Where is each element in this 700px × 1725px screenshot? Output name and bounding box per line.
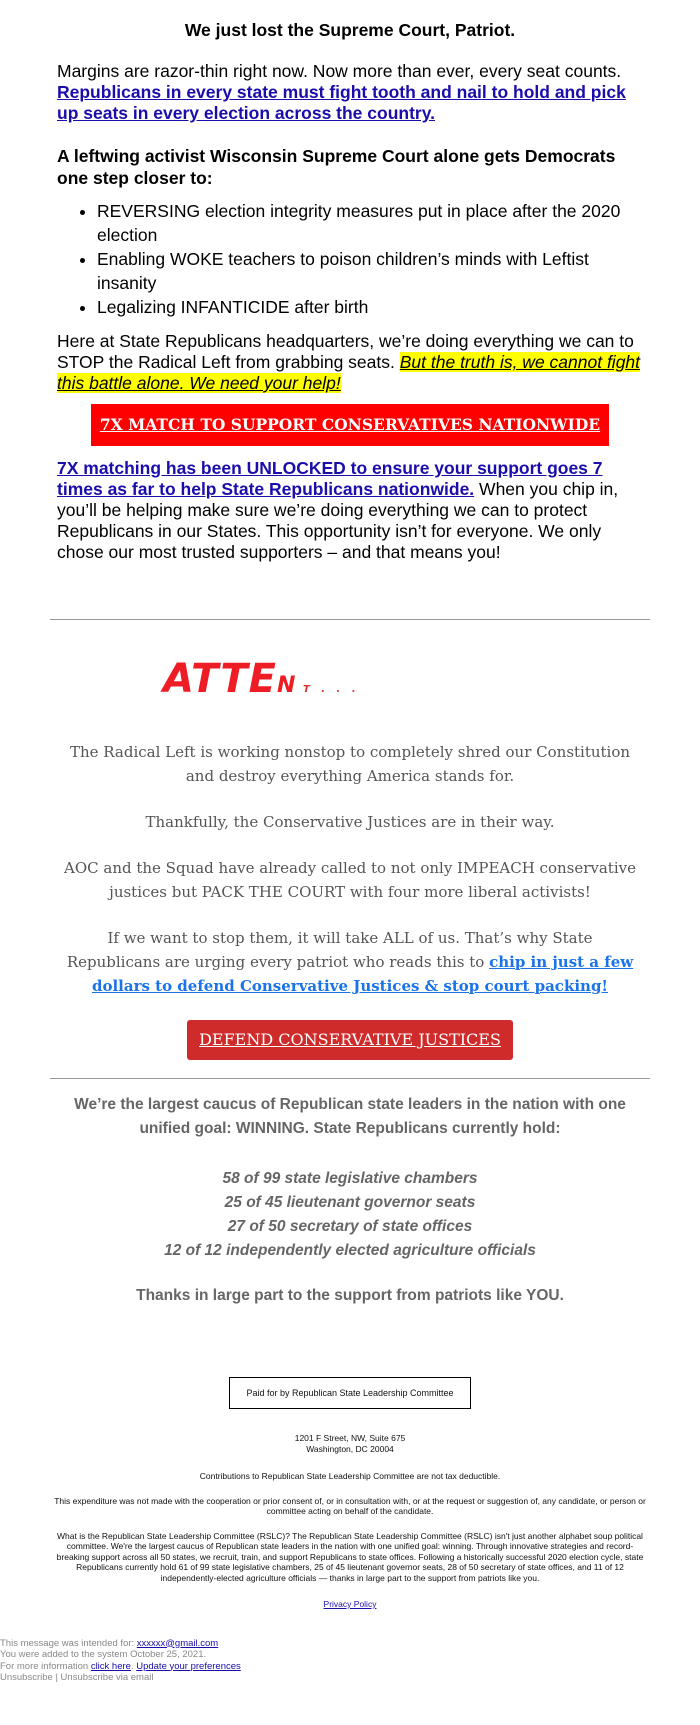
match-cta-button[interactable]: 7X MATCH TO SUPPORT CONSERVATIVES NATIONWIDE	[91, 404, 609, 446]
email-title: We just lost the Supreme Court, Patriot.	[184, 20, 516, 40]
privacy-row	[54, 1599, 646, 1610]
intro-text: Margins are razor-thin right now. Now more than ever, every seat counts.	[57, 61, 622, 81]
section2-p4-text: If we want to stop them, it will take ALL of us. That’s why State Republicans are urging every patriot who reads this to	[66, 929, 593, 971]
hq-paragraph	[57, 331, 643, 394]
caucus-text: We’re the largest caucus of Republican state leaders in the nation with one unified goal: WINNING. State Republicans currently hold:	[74, 1096, 626, 1137]
stat-item: 25 of 45 lieutenant governor seats	[224, 1194, 476, 1211]
attention-mid: N	[276, 673, 297, 698]
privacy-policy-link[interactable]: Privacy Policy	[323, 1599, 377, 1609]
recipient-footer	[0, 1638, 700, 1684]
more-info-label: For more information	[0, 1660, 89, 1672]
unsubscribe-line[interactable]: Unsubscribe | Unsubscribe via email	[0, 1672, 154, 1683]
match-paragraph	[57, 458, 643, 563]
intro-link[interactable]: Republicans in every state must fight tooth and nail to hold and pick up seats in every election across the country.	[57, 82, 626, 123]
list-item: • Legalizing INFANTICIDE after birth	[97, 295, 643, 319]
about-rslc: What is the Republican State Leadership Committee (RSLC)? The Republican State Leadership Committee (RSLC) isn't just another alphabet soup political committee. We're the largest caucus of Republican state leaders in the nation with one unified goal: winning. Through innovative strategies and record-breaking support across all 50 states, we recruit, train, and support Republicans to state offices. Following a historically successful 2020 election cycle, state Republicans currently hold 61 of 99 state legislative chambers, 25 of 45 lieutenant governor seats, 28 of 50 secretary of state offices, and 11 of 12 independently-elected agriculture officials — thanks in large part to the support from patriots like you.	[56, 1530, 644, 1583]
bullet-list	[57, 199, 643, 319]
attention-graphic	[163, 656, 360, 702]
top-section	[0, 0, 700, 563]
stat-item: 58 of 99 state legislative chambers	[222, 1170, 478, 1187]
section2-p4	[62, 926, 638, 998]
intro-paragraph	[57, 61, 643, 124]
attention-big: ATTE	[163, 656, 277, 702]
added-line: You were added to the system October 25, 2021.	[0, 1649, 207, 1660]
address-line-1: 1201 F Street, NW, Suite 675	[294, 1433, 406, 1443]
list-item: • REVERSING election integrity measures put in place after the 2020 election	[97, 199, 643, 247]
address	[0, 1433, 700, 1455]
hq-highlight: But the truth is, we cannot fight this battle alone. We need your help!	[57, 352, 641, 393]
match-text: When you chip in, you’ll be helping make sure we’re doing everything we can to protect Republicans in our States. This opportunity isn’t for everyone. We only chose our most trusted supporters – and that means you!	[57, 479, 619, 562]
chip-in-link[interactable]: chip in just a few dollars to defend Conservative Justices & stop court packing!	[91, 953, 634, 995]
attention-banner	[0, 620, 700, 740]
list-item: • Enabling WOKE teachers to poison children’s minds with Leftist insanity	[97, 247, 643, 295]
paid-for-box: Paid for by Republican State Leadership Committee	[229, 1377, 470, 1409]
subheading: A leftwing activist Wisconsin Supreme Court alone gets Democrats one step closer to:	[57, 146, 616, 188]
match-link[interactable]: 7X matching has been UNLOCKED to ensure your support goes 7 times as far to help State Republicans nationwide.	[57, 458, 603, 499]
intended-line	[0, 1638, 700, 1650]
tax-disclaimer: Contributions to Republican State Leadership Committee are not tax deductible.	[199, 1471, 501, 1481]
section2-p2: Thankfully, the Conservative Justices are in their way.	[145, 813, 555, 831]
intended-label: This message was intended for:	[0, 1637, 135, 1649]
more-info-line: For more information click here. Update your preferences	[0, 1660, 241, 1672]
stats-list	[0, 1167, 700, 1263]
divider	[50, 1078, 650, 1079]
attention-small: T . . .	[302, 684, 360, 695]
click-here-link[interactable]: click here	[90, 1660, 131, 1672]
address-line-2: Washington, DC 20004	[306, 1444, 394, 1454]
thanks-text: Thanks in large part to the support from patriots like YOU.	[136, 1287, 564, 1304]
recipient-email-link[interactable]: xxxxxx@gmail.com	[136, 1637, 219, 1649]
stat-item: 27 of 50 secretary of state offices	[227, 1218, 473, 1235]
hq-text: Here at State Republicans headquarters, we’re doing everything we can to STOP the Radical Left from grabbing seats.	[57, 331, 634, 372]
section2-p3: AOC and the Squad have already called to not only IMPEACH conservative justices but PACK THE COURT with four more liberal activists!	[64, 859, 636, 901]
expenditure-disclaimer: This expenditure was not made with the cooperation or prior consent of, or in consultation with, or at the request or suggestion of, any candidate, or person or committee acting on behalf of the candidate.	[54, 1495, 646, 1516]
defend-justices-button[interactable]: DEFEND CONSERVATIVE JUSTICES	[187, 1020, 513, 1060]
stat-item: 12 of 12 independently elected agriculture officials	[164, 1242, 536, 1259]
update-preferences-link[interactable]: Update your preferences	[136, 1660, 241, 1672]
section2-p1: The Radical Left is working nonstop to completely shred our Constitution and destroy everything America stands for.	[69, 743, 631, 785]
